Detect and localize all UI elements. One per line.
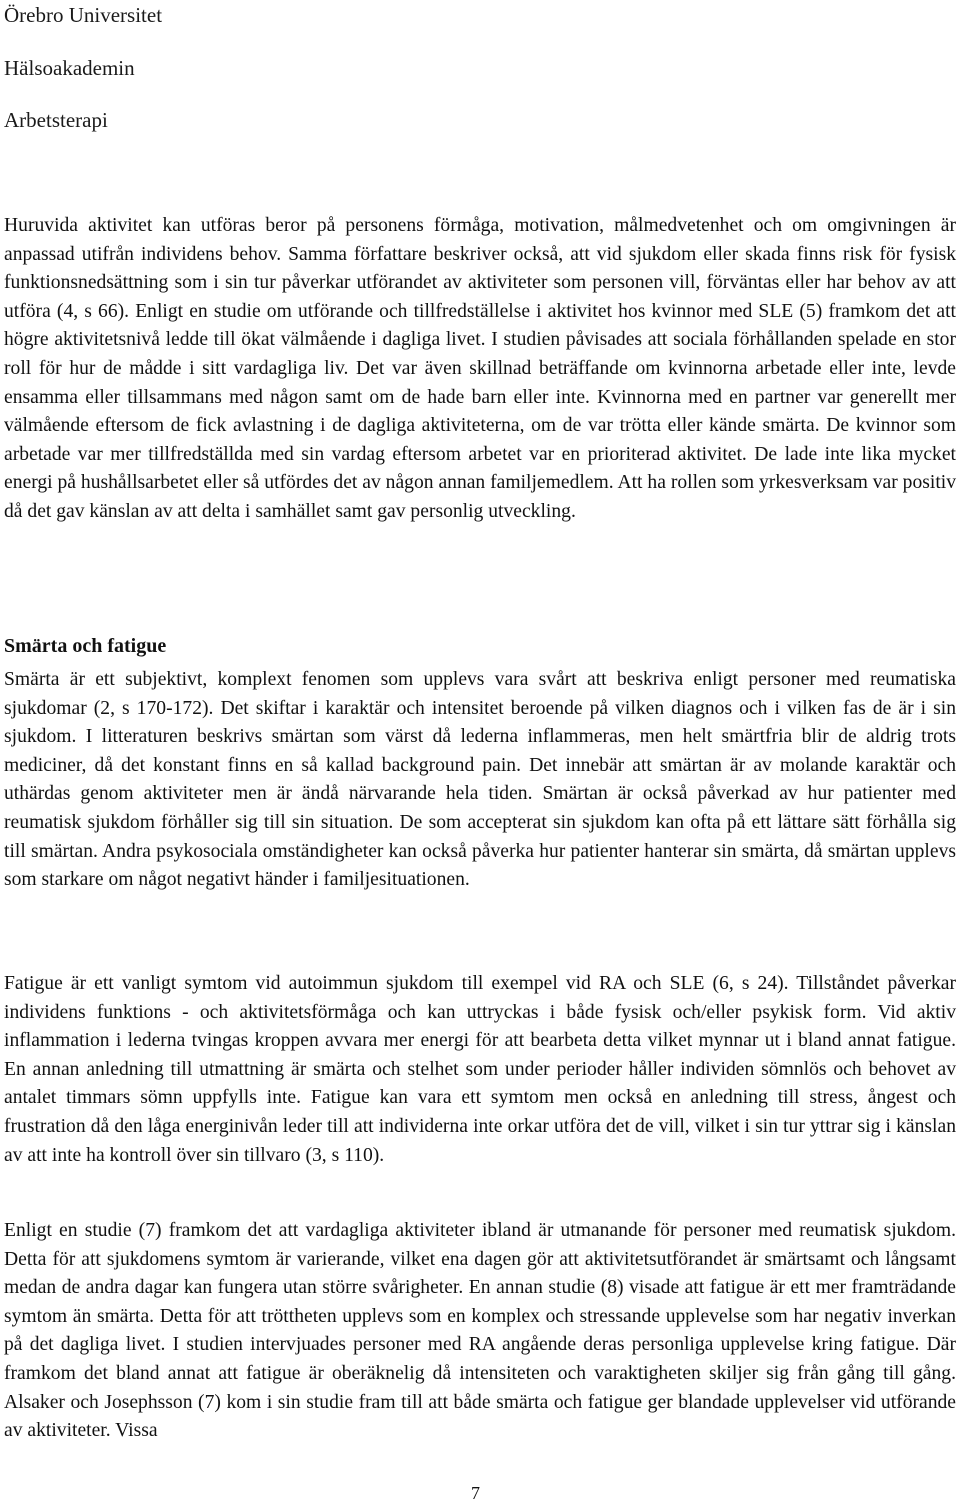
- body-paragraph: Huruvida aktivitet kan utföras beror på personens förmåga, motivation, målmedvetenhet och om omgivningen är anpassad utifrån individens behov. Samma författare beskriver också, att vid sjukdom eller skada finns risk för fysisk funktionsnedsättning som i sin tur påverkar utförandet av aktiviteter som personen vill, förväntas eller har behov av att utföra (4, s 66). Enligt en studie om utförande och tillfredställelse i aktivitet hos kvinnor med SLE (5) framkom det att högre aktivitetsnivå ledde till ökat välmående i dagliga livet. I studien påvisades att sociala förhållanden spelade en stor roll för hur de mådde i sitt vardagliga liv. Det var även skillnad beträffande om kvinnorna arbetade eller inte, levde ensamma eller tillsammans med någon samt om de hade barn eller inte. Kvinnorna med en partner var generellt mer välmående eftersom de fick avlastning i de dagliga aktiviteterna, om de var trötta eller kände smärta. De kvinnor som arbetade var mer tillfredställda med sin vardag eftersom arbetet var en prioriterad aktivitet. De lade inte lika mycket energi på hushållsarbetet eller så utfördes det av någon annan familjemedlem. Att ha rollen som yrkesverksam var positiv då det gav känslan av att delta i samhället samt gav personlig utveckling.: [4, 215, 956, 522]
- body-paragraph: Enligt en studie (7) framkom det att vardagliga aktiviteter ibland är utmanande för personer med reumatisk sjukdom. Detta för att sjukdomens symtom är varierande, vilket ena dagen gör att aktivitetsutförandet är smärtsamt och långsamt medan de andra dagar kan fungera utan större svårigheter. En annan studie (8) visade att fatigue är ett mer framträdande symtom än smärta. Detta för att tröttheten upplevs som en komplex och stressande upplevelse som har negativ inverkan på det dagliga livet. I studien intervjuades personer med RA angående deras personliga upplevelse kring fatigue. Där framkom det bland annat att fatigue är oberäknelig då intensiteten och varaktigheten skiljer sig från gång till gång. Alsaker och Josephsson (7) kom i sin studie fram till att både smärta och fatigue ger blandade upplevelser vid utförande av aktiviteter. Vissa: [4, 1220, 956, 1442]
- section-heading: Smärta och fatigue: [4, 635, 167, 657]
- academy-name: Hälsoakademin: [4, 56, 135, 80]
- body-paragraph: Fatigue är ett vanligt symtom vid autoimmun sjukdom till exempel vid RA och SLE (6, s 24). Tillståndet påverkar individens funktions - och aktivitetsförmåga och kan uttryckas i både fysisk och/eller psykisk form. Vid aktiv inflammation i lederna tvingas kroppen avvara mer energi för att bearbeta detta vilket mynnar ut i bland annat fatigue. En annan anledning till utmattning är smärta och stelhet som under perioder håller individen sömnlös och behovet av antalet timmars sömn uppfylls inte. Fatigue kan vara ett symtom men också en anledning till stress, ångest och frustration då den låga energinivån leder till att individerna inte orkar utföra det de vill, vilket i sin tur yttrar sig i känslan av att inte ha kontroll över sin tillvaro (3, s 110).: [4, 973, 956, 1166]
- university-name: Örebro Universitet: [4, 3, 163, 27]
- body-paragraph: Smärta är ett subjektivt, komplext fenomen som upplevs vara svårt att beskriva enligt personer med reumatiska sjukdomar (2, s 170-172). Det skiftar i karaktär och intensitet beroende på vilken diagnos och i vilken fas de är i sin sjukdom. I litteraturen beskrivs smärtan som värst då lederna inflammeras, men helt smärtfria blir de aldrig trots mediciner, då det konstant finns en så kallad background pain. Det innebär att smärtan är av molande karaktär och uthärdas genom aktiviteter men är ändå närvarande hela tiden. Smärtan är också påverkad av hur patienter med reumatisk sjukdom förhåller sig till sin situation. De som accepterat sin sjukdom kan ofta på ett lättare sätt förhålla sig till smärtan. Andra psykosociala omständigheter kan också påverka hur patienter hanterar sin smärta, då smärtan upplevs som starkare om något negativt händer i familjesituationen.: [4, 669, 956, 891]
- page-number: 7: [471, 1483, 480, 1503]
- subject-name: Arbetsterapi: [4, 108, 108, 132]
